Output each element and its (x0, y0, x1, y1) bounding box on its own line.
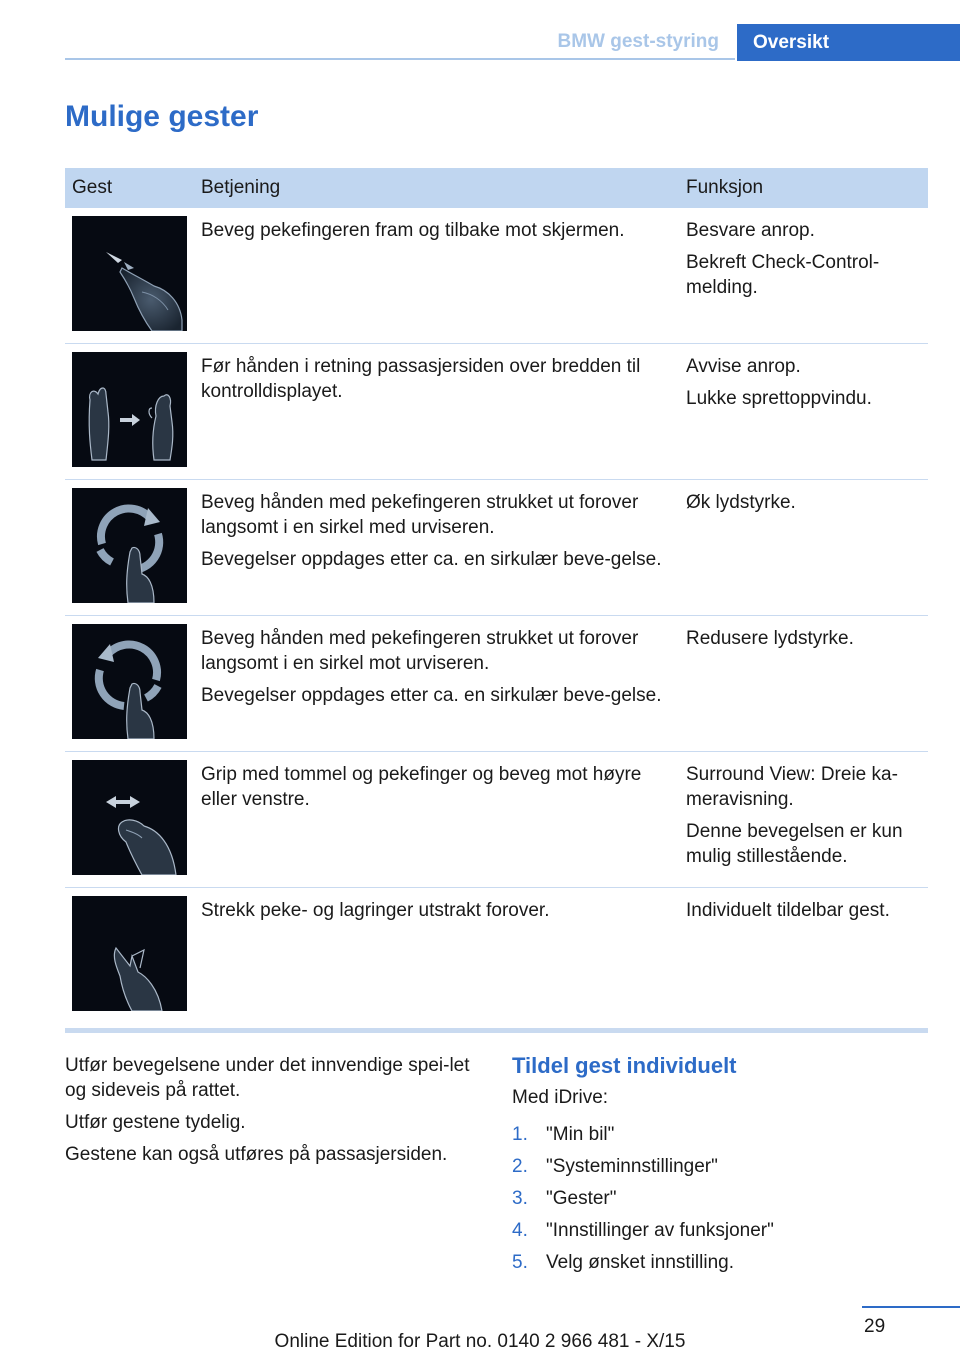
note-paragraph: Gestene kan også utføres på passasjersiden. (65, 1144, 448, 1165)
function-text: Avvise anrop. Lukke sprettoppvindu. (686, 356, 872, 409)
table-header (65, 168, 928, 208)
table-row (65, 752, 928, 888)
step-number: 2. (512, 1156, 528, 1177)
usage-notes (65, 1053, 485, 1174)
column-header-gest: Gest (72, 177, 113, 198)
header-tab-oversikt[interactable]: Oversikt (737, 24, 960, 61)
operation-text: Før hånden i retning passasjersiden over bredden til kontrolldisplayet. (201, 356, 641, 402)
function-text: Surround View: Dreie ka-meravisning. Denne bevegelsen er kun mulig stillestående. (686, 764, 903, 867)
list-item (512, 1186, 932, 1218)
two-finger-gesture-icon (72, 896, 187, 1011)
column-header-betjening: Betjening (201, 177, 281, 198)
step-text: "Innstillinger av funksjoner" (546, 1220, 774, 1241)
function-text: Redusere lydstyrke. (686, 628, 854, 649)
gesture-table (65, 168, 928, 1033)
section-intro: Med iDrive: (512, 1087, 609, 1108)
operation-text: Beveg pekefingeren fram og tilbake mot skjermen. (201, 220, 625, 241)
table-row (65, 888, 928, 1033)
operation-text: Beveg hånden med pekefingeren strukket ut forover langsomt i en sirkel med urviseren. Bevegelser oppdages etter ca. en sirkulær beve-gelse. (201, 492, 662, 570)
list-item (512, 1154, 932, 1186)
column-header-funksjon: Funksjon (686, 177, 764, 198)
step-text: Velg ønsket innstilling. (546, 1252, 734, 1273)
table-row (65, 616, 928, 752)
list-item (512, 1218, 932, 1250)
note-paragraph: Utfør bevegelsene under det innvendige spei-let og sideveis på rattet. (65, 1055, 470, 1101)
footer-edition-text: Online Edition for Part no. 0140 2 966 481 - X/15 (274, 1331, 686, 1352)
pinch-rotate-gesture-icon (72, 760, 187, 875)
function-text: Øk lydstyrke. (686, 492, 796, 513)
assign-gesture-section (512, 1053, 932, 1282)
finger-push-gesture-icon (72, 216, 187, 331)
operation-text: Grip med tommel og pekefinger og beveg mot høyre eller venstre. (201, 764, 642, 810)
operation-text: Beveg hånden med pekefingeren strukket ut forover langsomt i en sirkel mot urviseren. Bevegelser oppdages etter ca. en sirkulær beve-gelse. (201, 628, 662, 706)
step-text: "Min bil" (546, 1124, 615, 1145)
hand-swipe-gesture-icon (72, 352, 187, 467)
list-item (512, 1250, 932, 1282)
table-row (65, 480, 928, 616)
step-number: 1. (512, 1124, 528, 1145)
page-number: 29 (862, 1306, 960, 1338)
note-paragraph: Utfør gestene tydelig. (65, 1112, 246, 1133)
step-number: 5. (512, 1252, 528, 1273)
function-text: Besvare anrop. Bekreft Check-Control-melding. (686, 220, 880, 298)
table-row (65, 344, 928, 480)
page-title: Mulige gester (65, 100, 259, 133)
step-text: "Systeminnstillinger" (546, 1156, 718, 1177)
circle-counterclockwise-gesture-icon (72, 624, 187, 739)
function-text: Individuelt tildelbar gest. (686, 900, 890, 921)
step-number: 4. (512, 1220, 528, 1241)
header-section-title: BMW gest-styring (65, 24, 735, 60)
steps-list (512, 1122, 932, 1282)
section-title: Tildel gest individuelt (512, 1053, 737, 1078)
step-number: 3. (512, 1188, 528, 1209)
step-text: "Gester" (546, 1188, 617, 1209)
operation-text: Strekk peke- og lagringer utstrakt forover. (201, 900, 550, 921)
list-item (512, 1122, 932, 1154)
circle-clockwise-gesture-icon (72, 488, 187, 603)
table-row (65, 208, 928, 344)
